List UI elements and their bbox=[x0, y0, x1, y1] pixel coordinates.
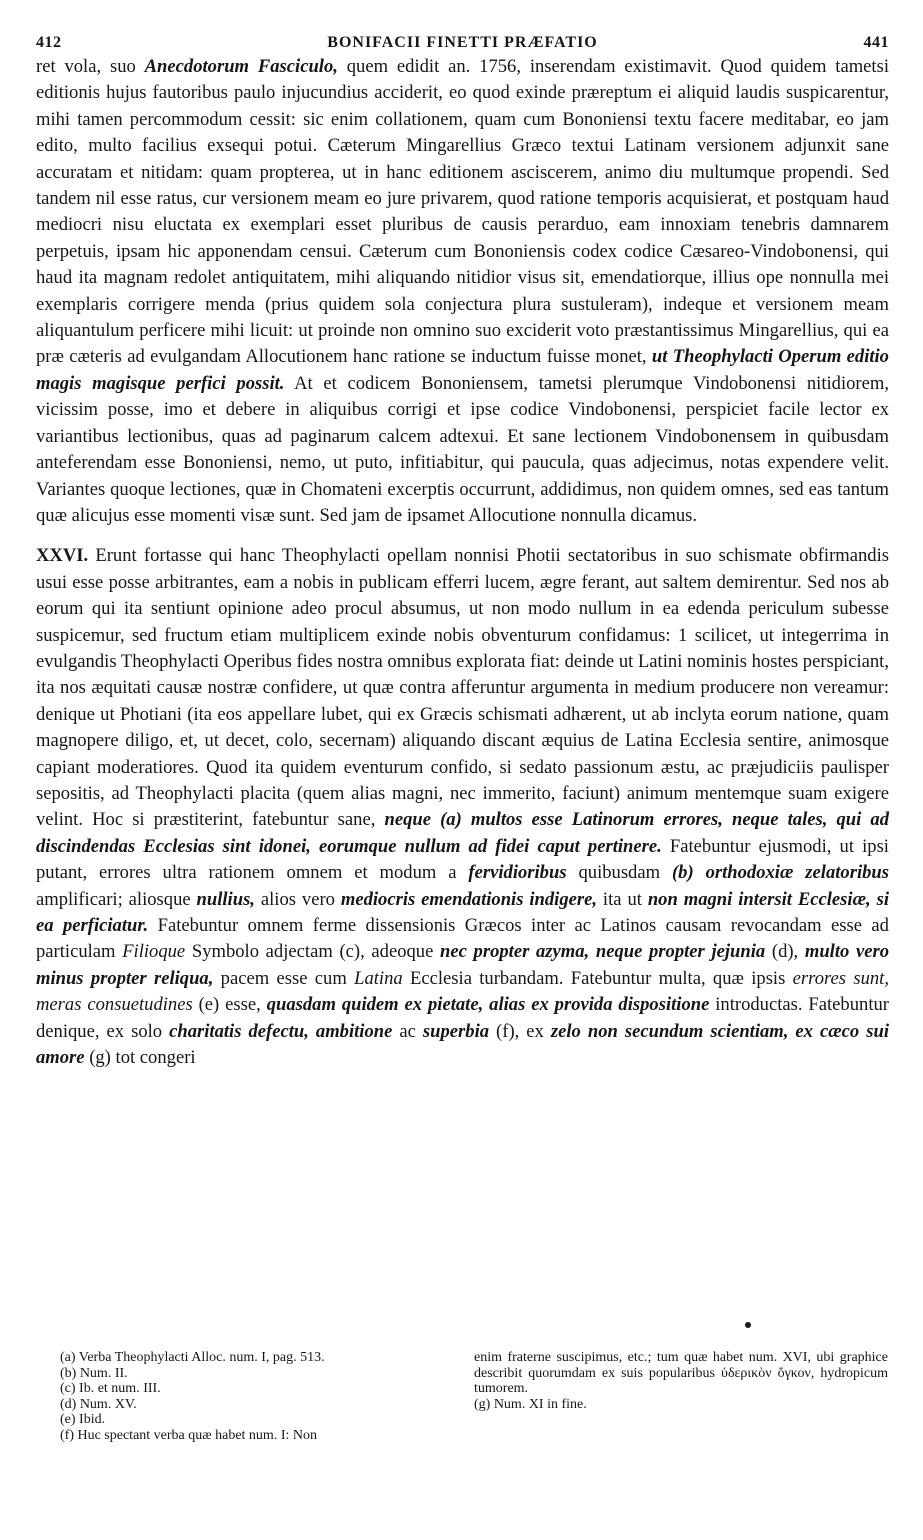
footnote-f: (f) Huc spectant verba quæ habet num. I: Non bbox=[60, 1427, 317, 1443]
text-run: At et codicem Bononiensem, tametsi plerumque Vindobonensi nitidiorem, vicissim posse, imo et debere in aliquibus corrigi et ipse codice Vindobonensi, perspiciet facile lector ex variantibus lectionibus, quas ad paginarum calcem adtexui. Et sane lectionem Vindobonensem in quibusdam anteferendam esse Bononiensi, nemo, ut puto, infitiabitur, qui paucula, quas adjecimus, notas expendere velit. Variantes quoque lectiones, quæ in Chomateni excerptis occurrunt, addidimus, non quidem omnes, sed eas tantum quæ alicujus esse momenti visæ sunt. Sed jam de ipsamet Allocutione nonnulla dicamus. bbox=[36, 372, 889, 526]
text-run: Fatebuntur ejusmodi, ut ipsi putant, errores ultra rationem omnem et modum a bbox=[36, 835, 889, 884]
text-run: ac bbox=[392, 1020, 423, 1042]
italic-run: superbia bbox=[422, 1020, 490, 1042]
italic-run: Latina bbox=[354, 967, 403, 989]
paragraph-continuation bbox=[36, 54, 889, 529]
text-run: Symbolo adjectam (c), adeoque bbox=[185, 941, 441, 963]
footnotes-right-column bbox=[474, 1350, 888, 1412]
text-run: ita ut bbox=[597, 888, 648, 910]
italic-run: charitatis defectu, ambitione bbox=[169, 1020, 393, 1042]
italic-run: zelo non secundum scientiam, ex cæco sui amore bbox=[36, 1020, 889, 1069]
page-number-left: 412 bbox=[36, 34, 62, 51]
text-run: Fatebuntur omnem ferme dissensionis Græcos inter ac Latinos causam revocandam esse ad particulam bbox=[36, 915, 889, 963]
section-number: XXVI. bbox=[36, 545, 89, 567]
page-number-right: 441 bbox=[863, 34, 889, 51]
footnote-g: (g) Num. XI in fine. bbox=[474, 1396, 587, 1412]
text-run: alios vero bbox=[254, 888, 341, 910]
italic-run: ut Theophylacti Operum editio magis magisque perfici possit. bbox=[36, 346, 889, 394]
italic-run: mediocris emendationis indigere, bbox=[340, 888, 598, 910]
italic-run: (b) orthodoxiæ zelatoribus bbox=[671, 862, 889, 884]
text-run: (e) esse, bbox=[192, 994, 267, 1016]
text-run: Erunt fortasse qui hanc Theophylacti opellam nonnisi Photii sectatoribus in suo schismate obfirmandis usui esse posse arbitrantes, eam a nobis in publicam efferri lucem, ægre ferant, aut saltem demirentur. Sed nos ab eorum qui ita sentiunt opinione adeo procul absumus, ut non modo nullum in ea edenda periculum subesse suspicemur, sed fructum etiam multiplicem exinde nobis obventurum confidamus: 1 scilicet, ut integerrima in evulgandis Theophylacti Operibus fides nostra omnibus explorata fiat: deinde ut Latini nominis hostes perspiciant, ita nos æquitati causæ nostræ confidere, ut quæ contra afferuntur argumenta in medium producere non vereamur: denique ut Photiani (ita eos appellare lubet, qui ex Græcis schismati adhærent, ut ab inclyta eorum natione, quam magnopere diligo, et, ut decet, colo, secernam) aliquando discant æquius de Latina Ecclesia sentire, animosque capiant moderatiores. Quod ita quidem eventurum confido, si sedato passionum æstu, ac præjudiciis paulisper sepositis, ad Theophylacti placita (quem alias magni, nec immerito, faciunt) animum mentemque suam exigere velint. Hoc si præstiterint, fatebuntur sane, bbox=[36, 545, 889, 831]
footnote-a: (a) Verba Theophylacti Alloc. num. I, pag. 513. bbox=[60, 1350, 325, 1365]
text-run: Ecclesia turbandam. Fatebuntur multa, quæ ipsis bbox=[402, 967, 793, 989]
text-run: (d), bbox=[765, 941, 805, 963]
running-title: BONIFACII FINETTI PRÆFATIO bbox=[327, 34, 598, 51]
footnote-e: (e) Ibid. bbox=[60, 1412, 106, 1427]
footnote-c: (c) Ib. et num. III. bbox=[60, 1381, 161, 1396]
text-run: quibusdam bbox=[566, 862, 672, 884]
body-text bbox=[36, 54, 889, 1071]
paragraph-xxvi bbox=[36, 543, 889, 1071]
italic-run: nullius, bbox=[196, 888, 255, 910]
footnote-b: (b) Num. II. bbox=[60, 1365, 128, 1381]
italic-run: multo vero minus propter reliqua, bbox=[36, 941, 890, 989]
footnote-d: (d) Num. XV. bbox=[60, 1396, 137, 1412]
footnotes-left-column bbox=[60, 1350, 460, 1443]
italic-run: Filioque bbox=[122, 941, 186, 963]
text-run: amplificari; aliosque bbox=[36, 888, 197, 910]
running-head bbox=[36, 28, 889, 54]
print-dot-mark bbox=[745, 1322, 751, 1328]
text-run: introductas. Fatebuntur denique, ex solo bbox=[36, 994, 889, 1042]
italic-run: errores sunt, meras consuetudines bbox=[36, 967, 889, 1016]
italic-run: Anecdotorum Fasciculo, bbox=[144, 56, 338, 77]
italic-run: fervidioribus bbox=[468, 862, 567, 884]
text-run: ret vola, suo bbox=[36, 56, 145, 77]
italic-run: nec propter azyma, neque propter jejunia bbox=[440, 941, 766, 963]
italic-run: non magni intersit Ecclesiæ, si ea perficiatur. bbox=[36, 888, 889, 936]
text-run: (f), ex bbox=[489, 1020, 551, 1042]
text-run: quem edidit an. 1756, inserendam existimavit. Quod quidem tametsi editionis hujus fautoribus paulo injucundius acciderit, eo quod exinde præreptum ei aliquid laudis suspicarentur, mihi tamen percommodum cessit: sic enim collationem, quam cum Bononiensi textu facere meditabar, eo jam edito, multo facilius exsequi potui. Cæterum Mingarellius Græco textui Latinam versionem adjunxit sane accuratam et nitidam: quam propterea, ut in hanc editionem asciscerem, animo diu multumque propendi. Sed tandem nil esse ratus, cur versionem meam eo jure privarem, quod ratione temporis acquisierat, et postquam haud mediocri nisu eluctata ex exemplari esset pluribus de causis perarduo, eam innoxiam tenebris damnarem perpetuis, ipsam hic apponendam censui. Cæterum cum Bononiensis codex codice Cæsareo-Vindobonensi, qui haud ita magnam redolet antiquitatem, mihi aliquando nitidior visus sit, emendatiorque, illius ope nonnulla mei exemplaris corrigere menda (prius quidem sola conjectura plura sustuleram), indeque et versionem meam aliquantulum perficere mihi licuit: ut proinde non omnino suo exciderit voto præstantissimus Mingarellius, qui ea præ cæteris ad evulgandam Allocutionem hanc ratione se inductum fuisse monet, bbox=[36, 56, 889, 368]
text-run: pacem esse cum bbox=[213, 967, 355, 989]
italic-run: quasdam quidem ex pietate, alias ex provida dispositione bbox=[266, 994, 710, 1016]
text-run: (g) tot congeri bbox=[84, 1047, 196, 1069]
italic-run: neque (a) multos esse Latinorum errores, neque tales, qui ad discindendas Ecclesias sint idonei, eorumque nullum ad fidei caput pertinere. bbox=[36, 809, 889, 857]
footnote-f-continued: enim fraterne suscipimus, etc.; tum quæ habet num. XVI, ubi graphice describit quorumdam ex suis popularibus ὑδερικὸν ὄγκον, hydropicum tumorem. bbox=[474, 1350, 888, 1396]
